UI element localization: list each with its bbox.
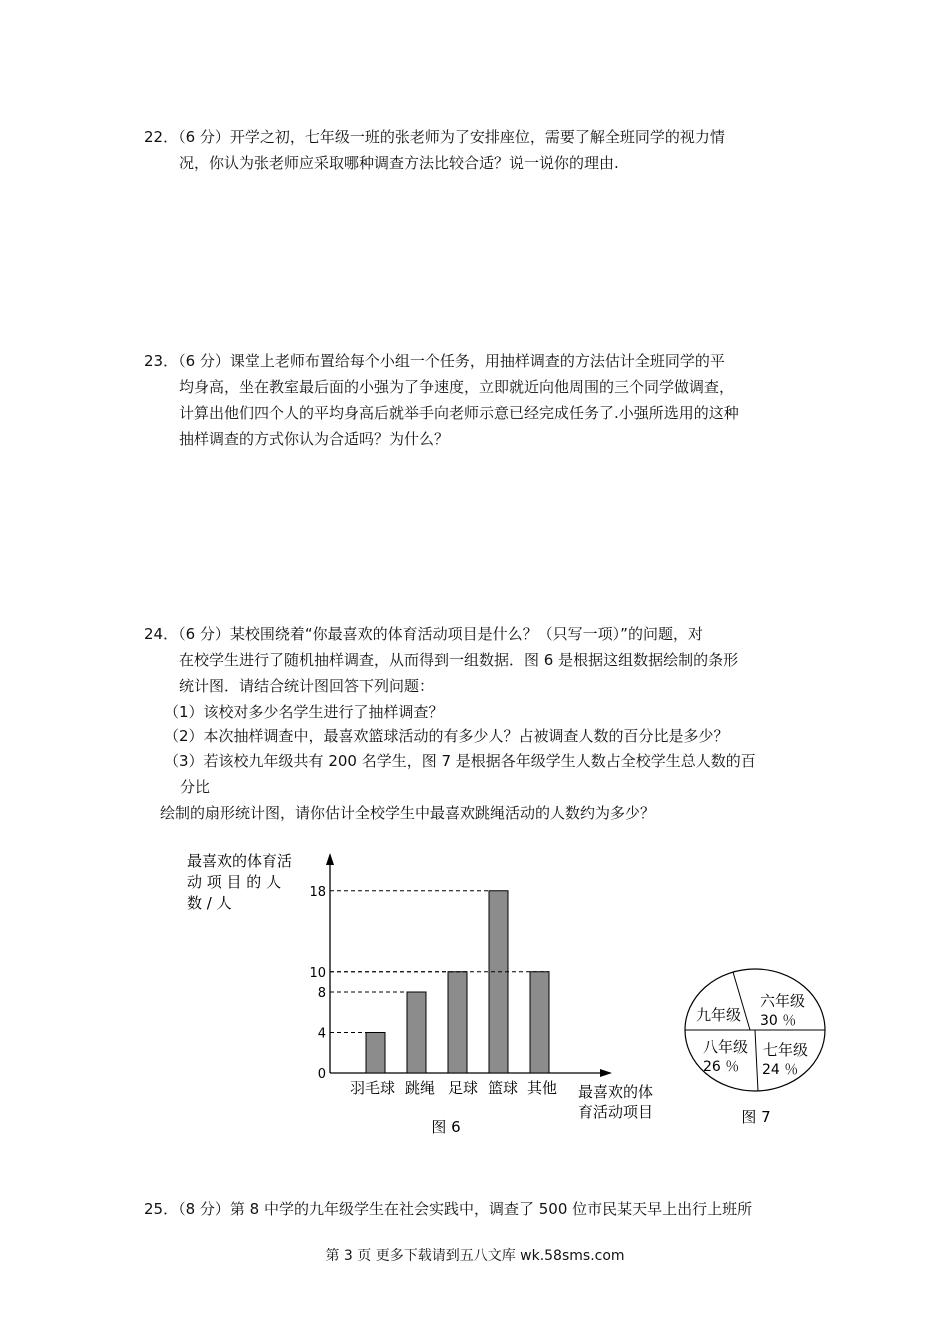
q25-line-1: 25．（8 分）第 8 中学的九年级学生在社会实践中，调查了 500 位市民某天早上出行上班所	[144, 1200, 753, 1218]
q23-line-3: 计算出他们四个人的平均身高后就举手向老师示意已经完成任务了.小强所选用的这种	[179, 404, 739, 422]
bar-2	[448, 972, 467, 1073]
figure-7-caption: 图 7	[741, 1108, 771, 1126]
pie-slice-value: 30 ％	[760, 1013, 797, 1029]
bar-4	[530, 972, 549, 1073]
category-label: 其他	[527, 1079, 558, 1097]
figure-6-caption: 图 6	[431, 1118, 461, 1136]
pie-slice-label: 六年级	[760, 992, 806, 1010]
y-axis-label: 动 项 目 的 人	[187, 873, 282, 891]
q23-line-4: 抽样调查的方式你认为合适吗？为什么？	[179, 430, 450, 448]
category-label: 足球	[448, 1079, 479, 1097]
q24-sub-3a: （3）若该校九年级共有 200 名学生，图 7 是根据各年级学生人数占全校学生总人数的百	[164, 752, 756, 770]
category-label: 篮球	[488, 1079, 519, 1097]
q24-line-2: 在校学生进行了随机抽样调查，从而得到一组数据．图 6 是根据这组数据绘制的条形	[179, 651, 739, 669]
page-footer: 第 3 页 更多下载请到五八文库 wk.58sms.com	[325, 1248, 625, 1264]
q24-sub-3c: 绘制的扇形统计图，请你估计全校学生中最喜欢跳绳活动的人数约为多少？	[160, 804, 656, 822]
y-axis-arrow	[326, 853, 334, 865]
q24-line-3: 统计图．请结合统计图回答下列问题：	[179, 677, 435, 695]
bar-0	[366, 1033, 385, 1074]
y-axis-label: 最喜欢的体育活	[187, 852, 293, 870]
pie-slice-value: 26 ％	[703, 1059, 740, 1075]
y-tick-label: 0	[317, 1067, 326, 1082]
y-tick-label: 18	[309, 884, 326, 900]
question-25	[144, 1196, 814, 1222]
y-tick-label: 8	[317, 986, 326, 1001]
pie-slice-label: 九年级	[696, 1006, 742, 1024]
q22-line-2: 况，你认为张老师应采取哪种调查方法比较合适？说一说你的理由.	[179, 154, 619, 172]
x-axis-arrow	[600, 1069, 612, 1077]
y-tick-label: 4	[317, 1026, 326, 1042]
pie-slice-label: 七年级	[763, 1041, 809, 1059]
y-tick-label: 10	[309, 965, 326, 981]
q23-line-2: 均身高，坐在教室最后面的小强为了争速度，立即就近向他周围的三个同学做调查，	[179, 378, 735, 396]
q22-line-1: 22．（6 分）开学之初，七年级一班的张老师为了安排座位，需要了解全班同学的视力情	[144, 128, 725, 146]
q24-sub-1: （1）该校对多少名学生进行了抽样调查？	[164, 703, 444, 721]
q23-line-1: 23．（6 分）课堂上老师布置给每个小组一个任务，用抽样调查的方法估计全班同学的平	[144, 352, 725, 370]
y-axis-label: 数 / 人	[187, 894, 232, 912]
pie-slice-value: 24 ％	[762, 1062, 799, 1078]
x-axis-label: 育活动项目	[578, 1103, 654, 1121]
bar-3	[489, 891, 508, 1073]
q24-sub-2: （2）本次抽样调查中，最喜欢篮球活动的有多少人？占被调查人数的百分比是多少？	[164, 727, 729, 745]
q24-line-1: 24．（6 分）某校围绕着“你最喜欢的体育活动项目是什么？（只写一项）”的问题，对	[144, 625, 703, 643]
category-label: 跳绳	[405, 1079, 436, 1097]
pie-slice-label: 八年级	[703, 1038, 749, 1056]
bar-1	[407, 992, 426, 1073]
q24-sub-3b: 分比	[180, 778, 211, 796]
x-axis-label: 最喜欢的体	[578, 1083, 654, 1101]
category-label: 羽毛球	[350, 1079, 396, 1097]
